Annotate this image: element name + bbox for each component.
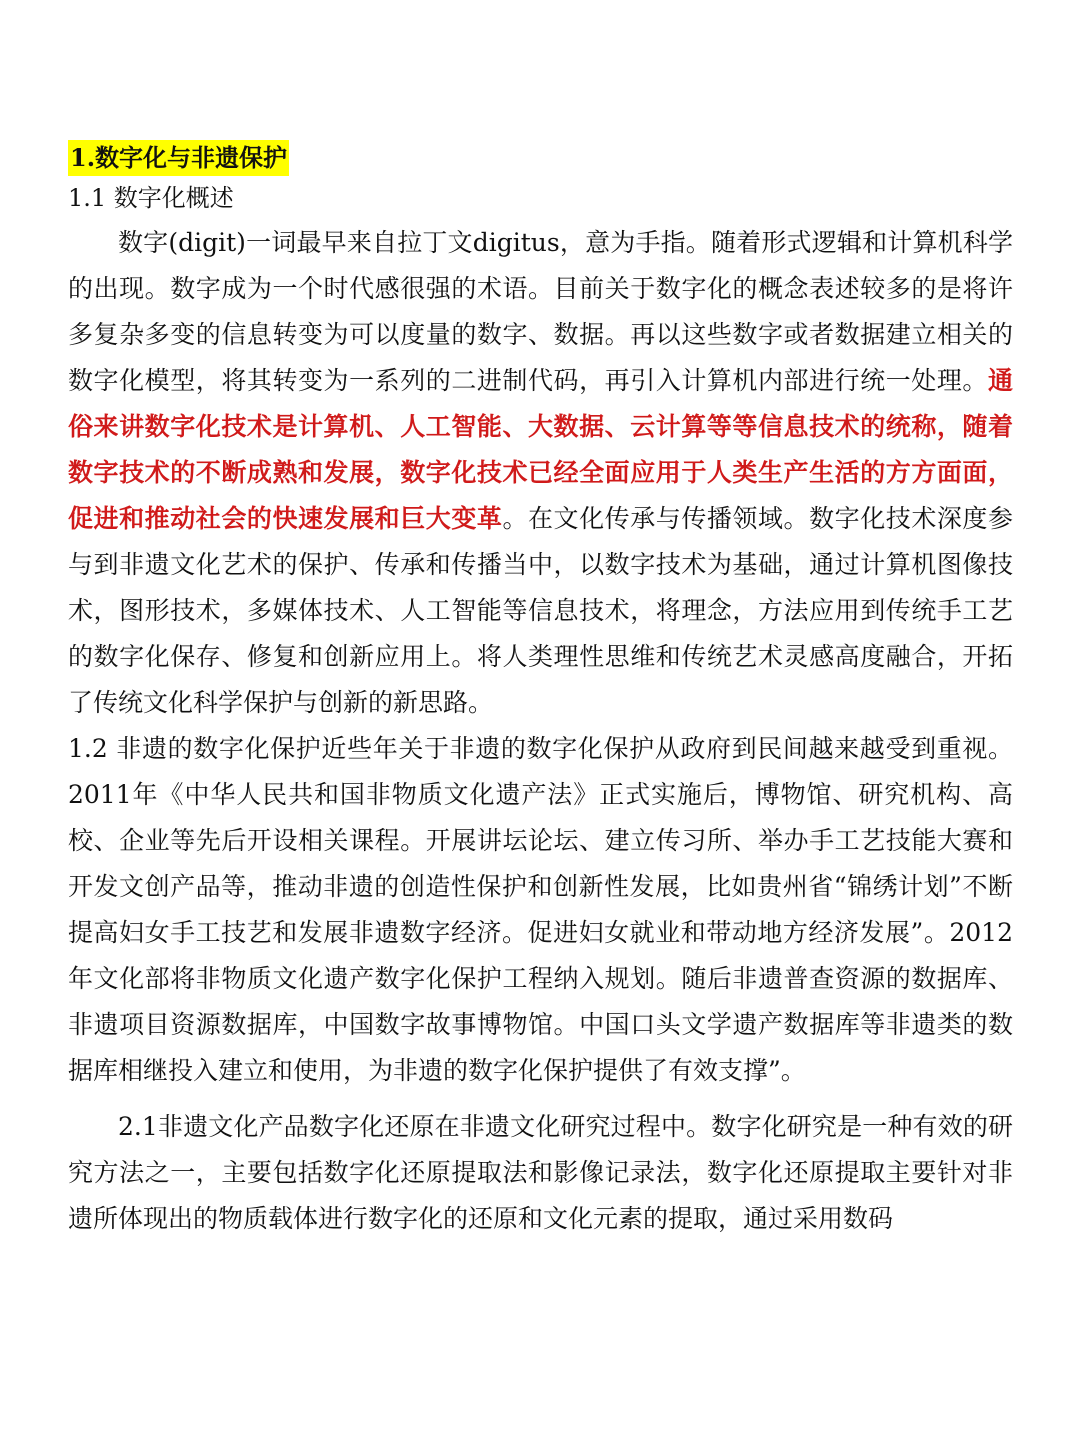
subsection-title-1-1: 1.1 数字化概述 [68, 184, 234, 212]
paragraph-heritage-digital-protection: 1.2 非遗的数字化保护近些年关于非遗的数字化保护从政府到民间越来越受到重视。2011年《中华人民共和国非物质文化遗产法》正式实施后，博物馆、研究机构、高校、企业等先后开设相关课程。开展讲坛论坛、建立传习所、举办手工艺技能大赛和开发文创产品等，推动非遗的创造性保护和创新性发展，比如贵州省“锦绣计划”不断提高妇女手工技艺和发展非遗数字经济。促进妇女就业和带动地方经济发展”。2012年文化部将非物质文化遗产数字化保护工程纳入规划。随后非遗普查资源的数据库、非遗项目资源数据库，中国数字故事博物馆。中国口头文学遗产数据库等非遗类的数据库相继投入建立和使用，为非遗的数字化保护提供了有效支撑”。 [68, 734, 1013, 1085]
paragraph-digitalization-overview [68, 220, 1013, 726]
paragraph-text: 数字(digit)一词最早来自拉丁文digitus，意为手指。随着形式逻辑和计算机科学的出现。数字成为一个时代感很强的术语。目前关于数字化的概念表述较多的是将许多复杂多变的信息转变为可以度量的数字、数据。再以这些数字或者数据建立相关的数字化模型，将其转变为一系列的二进制代码，再引入计算机内部进行统一处理。 [68, 228, 1013, 395]
paragraph-digital-restoration: 2.1非遗文化产品数字化还原在非遗文化研究过程中。数字化研究是一种有效的研究方法之一，主要包括数字化还原提取法和影像记录法，数字化还原提取主要针对非遗所体现出的物质载体进行数字化的还原和文化元素的提取，通过采用数码 [68, 1112, 1013, 1233]
section-heading: 1.数字化与非遗保护 [68, 140, 289, 176]
document-page [68, 140, 1013, 1242]
highlighted-red-text: 通俗来讲数字化技术是计算机、人工智能、大数据、云计算等等信息技术的统称，随着数字技术的不断成熟和发展，数字化技术已经全面应用于人类生产生活的方方面面，促进和推动社会的快速发展和巨大变革 [68, 366, 1013, 533]
paragraph-text-continued: 。在文化传承与传播领域。数字化技术深度参与到非遗文化艺术的保护、传承和传播当中，以数字技术为基础，通过计算机图像技术，图形技术，多媒体技术、人工智能等信息技术，将理念，方法应用到传统手工艺的数字化保存、修复和创新应用上。将人类理性思维和传统艺术灵感高度融合，开拓了传统文化科学保护与创新的新思路。 [68, 504, 1013, 717]
paragraph-gap [68, 1094, 1013, 1104]
